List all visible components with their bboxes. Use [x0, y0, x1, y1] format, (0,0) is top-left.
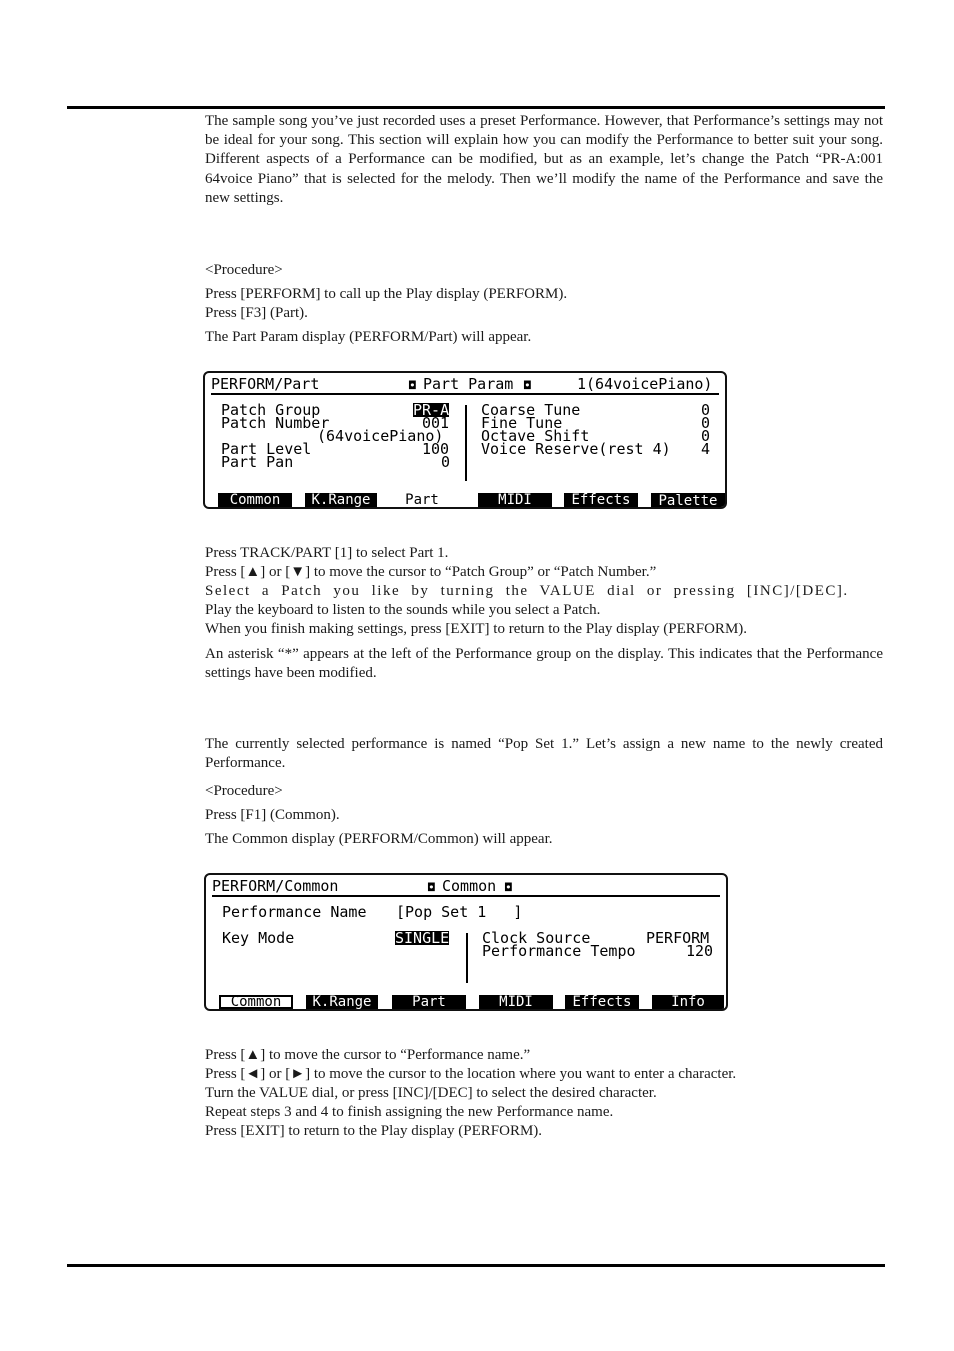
fine-tune-value[interactable]: 0 [701, 414, 711, 432]
page-icon: ◘ [505, 881, 512, 894]
fkey-effects[interactable]: Effects [565, 995, 639, 1009]
part-level-value[interactable]: 100 [422, 440, 450, 458]
part-level-label: Part Level [221, 440, 312, 458]
step-f3-result: The Part Param display (PERFORM/Part) will appear. [205, 329, 532, 345]
fkey-effects[interactable]: Effects [564, 493, 638, 507]
fine-tune-label: Fine Tune [481, 414, 563, 432]
performance-name-value[interactable]: [Pop Set 1 ] [396, 903, 523, 921]
performance-tempo-label: Performance Tempo [482, 942, 636, 960]
fkey-common[interactable]: Common [219, 995, 293, 1009]
key-mode-value[interactable]: SINGLE [395, 929, 450, 947]
asterisk-note: An asterisk “*” appears at the left of the Performance group on the display. This indicates that the Performance settings have been modified. [205, 646, 883, 682]
step-select-character: Turn the VALUE dial, or press [INC]/[DEC] to select the desired character. [205, 1085, 657, 1101]
coarse-tune-label: Coarse Tune [481, 401, 581, 419]
step-cursor: Press [▲] or [▼] to move the cursor to “Patch Group” or “Patch Number.” [205, 564, 657, 580]
step-exit: When you finish making settings, press [EXIT] to return to the Play display (PERFORM). [205, 621, 748, 637]
step-perform: Press [PERFORM] to call up the Play display (PERFORM). [205, 286, 568, 302]
coarse-tune-value[interactable]: 0 [701, 401, 711, 419]
fkey-common[interactable]: Common [218, 493, 292, 507]
fkey-krange[interactable]: K.Range [306, 995, 378, 1009]
intro-paragraph: The sample song you’ve just recorded uses a preset Performance. However, that Performance’s settings may not be ideal for your song. This section will explain how you can modify the Performance to better suit your song. Different aspects of a Performance can be modified, but as an example, let’s change the Patch “PR-A:001 64voice Piano” that is selected for the melody. Then we’ll modify the name of the Performance and save the new settings. [205, 113, 883, 206]
step-perf-name-cursor: Press [▲] to move the cursor to “Performance name.” [205, 1047, 531, 1063]
section2-intro: The currently selected performance is named “Pop Set 1.” Let’s assign a new name to the newly created Performance. [205, 736, 883, 772]
page-icon: ◘ [409, 379, 416, 392]
step-f1-result: The Common display (PERFORM/Common) will appear. [205, 831, 553, 847]
procedure-label-1: <Procedure> [205, 262, 283, 278]
fkey-part[interactable]: Part [391, 493, 453, 507]
lcd-column-divider [465, 405, 467, 481]
patch-group-value[interactable]: PR-A [413, 401, 450, 419]
step-f3: Press [F3] (Part). [205, 305, 308, 321]
step-exit-common: Press [EXIT] to return to the Play display (PERFORM). [205, 1123, 543, 1139]
step-repeat: Repeat steps 3 and 4 to finish assigning the new Performance name. [205, 1104, 614, 1120]
patch-number-value[interactable]: 001 [422, 414, 450, 432]
patch-name: (64voicePiano) [317, 427, 444, 445]
lcd-page-name: Common [442, 877, 497, 895]
patch-number-label: Patch Number [221, 414, 330, 432]
lcd-title-divider [212, 895, 720, 897]
bottom-rule [67, 1264, 885, 1267]
clock-source-value[interactable]: PERFORM [646, 929, 710, 947]
lcd-perform-common [204, 873, 728, 1011]
fkey-midi[interactable]: MIDI [479, 995, 553, 1009]
fkey-krange[interactable]: K.Range [305, 493, 377, 507]
lcd-title: PERFORM/Common [212, 877, 339, 895]
performance-name-label: Performance Name [222, 903, 367, 921]
top-rule [67, 106, 885, 109]
lcd-title: PERFORM/Part [211, 375, 320, 393]
step-play-keyboard: Play the keyboard to listen to the sounds while you select a Patch. [205, 602, 601, 618]
performance-tempo-value[interactable]: 120 [686, 942, 714, 960]
lcd-page-name: Part Param [423, 375, 514, 393]
part-pan-label: Part Pan [221, 453, 294, 471]
lcd-title-divider [211, 393, 719, 395]
clock-source-label: Clock Source [482, 929, 591, 947]
lcd-column-divider [466, 933, 468, 983]
key-mode-label: Key Mode [222, 929, 295, 947]
part-pan-value[interactable]: 0 [441, 453, 451, 471]
fkey-midi[interactable]: MIDI [478, 493, 552, 507]
fkey-part[interactable]: Part [392, 995, 466, 1009]
lcd-perform-part [203, 371, 727, 509]
lcd-part-name: 1(64voicePiano) [577, 375, 713, 393]
octave-shift-label: Octave Shift [481, 427, 590, 445]
step-select-patch: Select a Patch you like by turning the VALUE dial or pressing [INC]/[DEC]. [205, 583, 849, 599]
voice-reserve-label: Voice Reserve(rest 4) [481, 440, 671, 458]
octave-shift-value[interactable]: 0 [701, 427, 711, 445]
step-move-cursor: Press [◄] or [►] to move the cursor to the location where you want to enter a character. [205, 1066, 737, 1082]
page-icon: ◘ [428, 881, 435, 894]
fkey-palette[interactable]: Palette [651, 493, 725, 509]
step-track-part: Press TRACK/PART [1] to select Part 1. [205, 545, 449, 561]
voice-reserve-value[interactable]: 4 [701, 440, 711, 458]
page-icon: ◘ [524, 379, 531, 392]
procedure-label-2: <Procedure> [205, 783, 283, 799]
fkey-info[interactable]: Info [652, 995, 724, 1009]
patch-group-label: Patch Group [221, 401, 321, 419]
step-f1: Press [F1] (Common). [205, 807, 340, 823]
